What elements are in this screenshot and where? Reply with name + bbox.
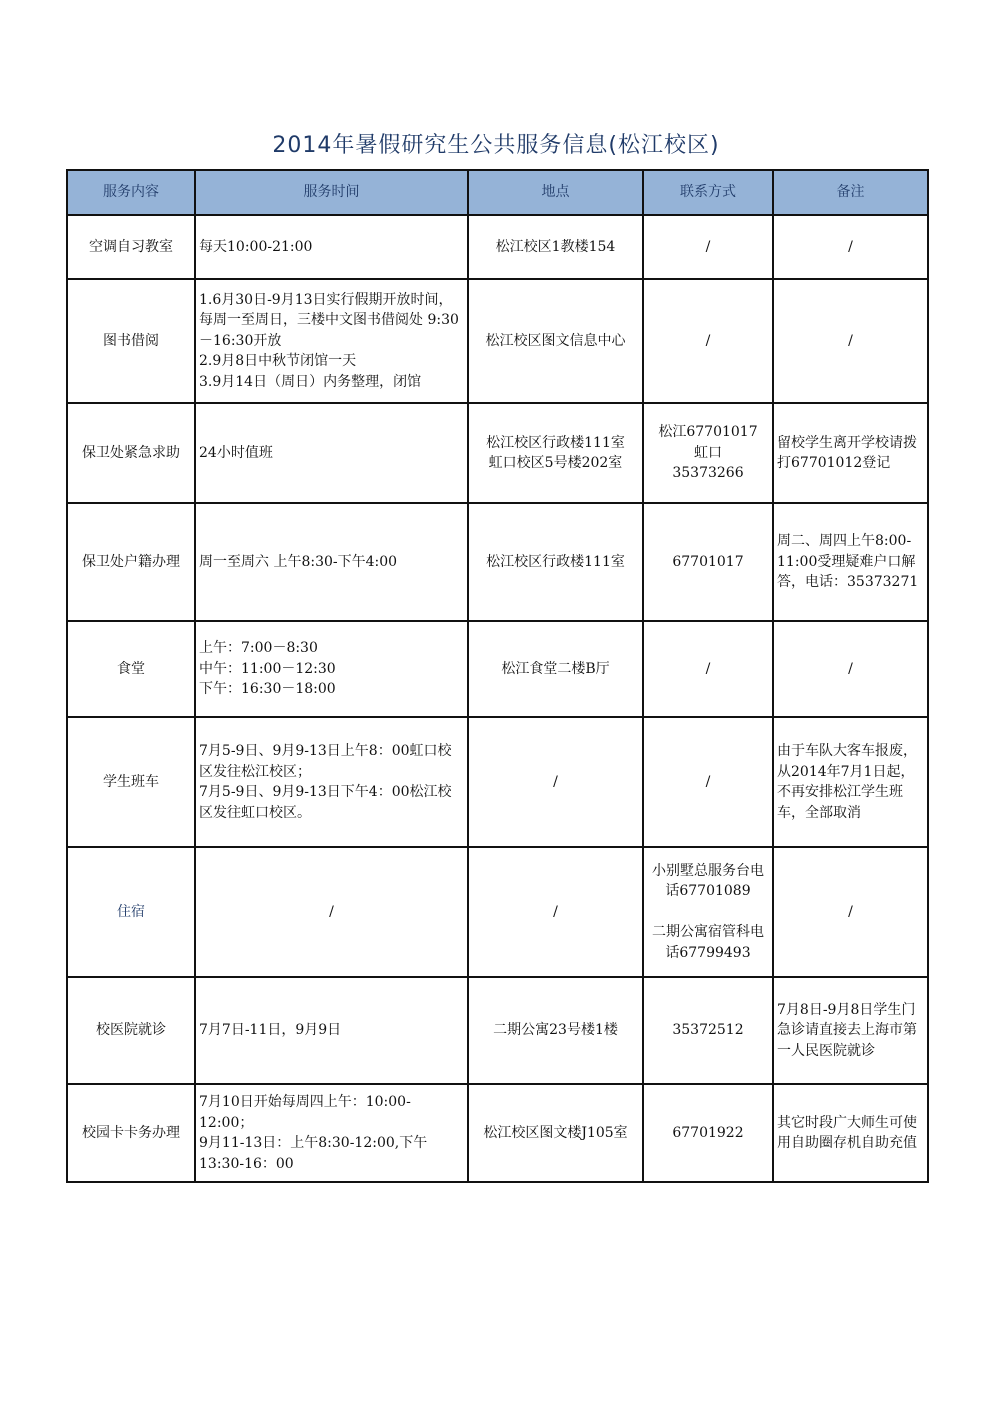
- note-cell: /: [773, 215, 928, 279]
- header-service: 服务内容: [67, 170, 195, 215]
- contact-cell: 35372512: [643, 977, 773, 1084]
- service-cell: 住宿: [67, 847, 195, 977]
- contact-cell: /: [643, 717, 773, 847]
- location-cell: 松江校区图文信息中心: [468, 279, 643, 403]
- header-time: 服务时间: [195, 170, 468, 215]
- note-cell: /: [773, 279, 928, 403]
- table-header-row: [67, 170, 928, 215]
- service-cell: 食堂: [67, 621, 195, 717]
- note-cell: 7月8日-9月8日学生门急诊请直接去上海市第一人民医院就诊: [773, 977, 928, 1084]
- location-cell: 松江校区行政楼111室: [468, 503, 643, 621]
- table-row: [67, 621, 928, 717]
- note-cell: /: [773, 847, 928, 977]
- time-cell: 7月5-9日、9月9-13日上午8：00虹口校区发往松江校区； 7月5-9日、9月9-13日下午4：00松江校区发往虹口校区。: [195, 717, 468, 847]
- location-cell: 二期公寓23号楼1楼: [468, 977, 643, 1084]
- service-cell: 图书借阅: [67, 279, 195, 403]
- contact-cell: 67701922: [643, 1084, 773, 1182]
- service-cell: 空调自习教室: [67, 215, 195, 279]
- service-cell: 校医院就诊: [67, 977, 195, 1084]
- time-cell: 7月7日-11日，9月9日: [195, 977, 468, 1084]
- table-row: [67, 215, 928, 279]
- header-note: 备注: [773, 170, 928, 215]
- table-row: [67, 1084, 928, 1182]
- table-row: [67, 717, 928, 847]
- contact-cell: 小别墅总服务台电话67701089 二期公寓宿管科电话67799493: [643, 847, 773, 977]
- time-cell: 周一至周六 上午8:30-下午4:00: [195, 503, 468, 621]
- note-cell: 其它时段广大师生可使用自助圈存机自助充值: [773, 1084, 928, 1182]
- note-cell: 由于车队大客车报废，从2014年7月1日起，不再安排松江学生班车，全部取消: [773, 717, 928, 847]
- service-cell: 保卫处紧急求助: [67, 403, 195, 503]
- table-row: [67, 403, 928, 503]
- time-cell: /: [195, 847, 468, 977]
- location-cell: 松江校区1教楼154: [468, 215, 643, 279]
- time-cell: 1.6月30日-9月13日实行假期开放时间，每周一至周日，三楼中文图书借阅处 9:30－16:30开放 2.9月8日中秋节闭馆一天 3.9月14日（周日）内务整理，闭馆: [195, 279, 468, 403]
- time-cell: 每天10:00-21:00: [195, 215, 468, 279]
- header-location: 地点: [468, 170, 643, 215]
- contact-cell: /: [643, 215, 773, 279]
- service-table: [66, 169, 929, 1183]
- contact-cell: 67701017: [643, 503, 773, 621]
- location-cell: /: [468, 847, 643, 977]
- time-cell: 上午：7:00－8:30 中午：11:00－12:30 下午：16:30－18:00: [195, 621, 468, 717]
- contact-cell: 松江67701017 虹口 35373266: [643, 403, 773, 503]
- location-cell: 松江校区行政楼111室 虹口校区5号楼202室: [468, 403, 643, 503]
- contact-cell: /: [643, 279, 773, 403]
- table-row: [67, 279, 928, 403]
- service-cell: 学生班车: [67, 717, 195, 847]
- header-contact: 联系方式: [643, 170, 773, 215]
- note-cell: /: [773, 621, 928, 717]
- table-row: [67, 503, 928, 621]
- service-cell: 保卫处户籍办理: [67, 503, 195, 621]
- service-cell: 校园卡卡务办理: [67, 1084, 195, 1182]
- note-cell: 留校学生离开学校请拨打67701012登记: [773, 403, 928, 503]
- note-cell: 周二、周四上午8:00-11:00受理疑难户口解答，电话：35373271: [773, 503, 928, 621]
- location-cell: /: [468, 717, 643, 847]
- contact-cell: /: [643, 621, 773, 717]
- table-row: [67, 977, 928, 1084]
- page-title: 2014年暑假研究生公共服务信息(松江校区): [272, 133, 720, 158]
- location-cell: 松江校区图文楼J105室: [468, 1084, 643, 1182]
- time-cell: 7月10日开始每周四上午：10:00-12:00； 9月11-13日：上午8:30-12:00,下午13:30-16：00: [195, 1084, 468, 1182]
- location-cell: 松江食堂二楼B厅: [468, 621, 643, 717]
- table-row: [67, 847, 928, 977]
- time-cell: 24小时值班: [195, 403, 468, 503]
